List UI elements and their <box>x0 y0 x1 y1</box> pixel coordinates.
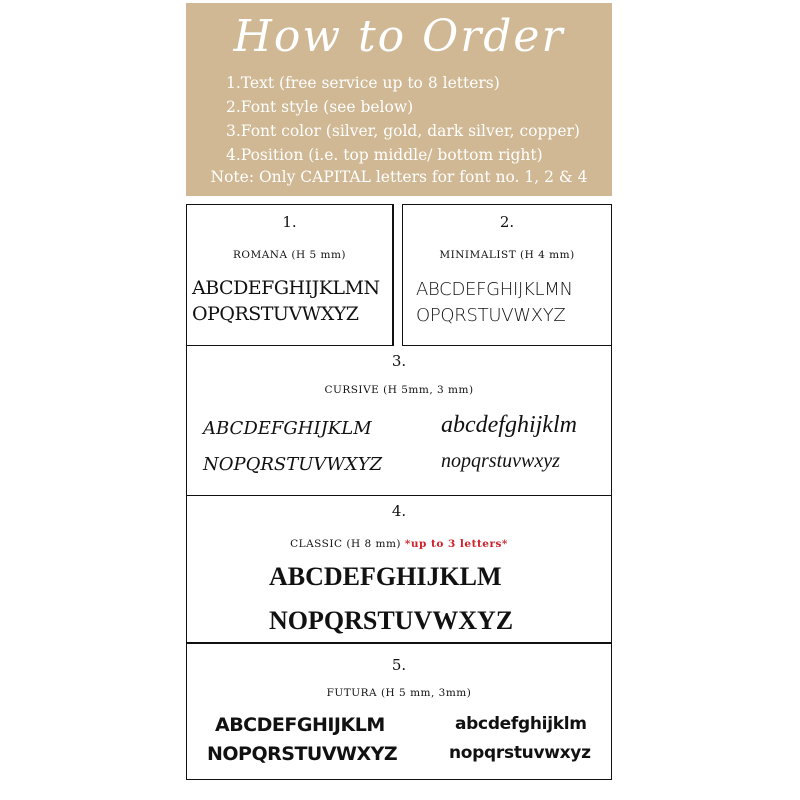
step-number: 1. <box>226 74 241 92</box>
font-label: ROMANA (H 5 mm) <box>232 249 347 261</box>
step-text: Text (free service up to 8 letters) <box>240 74 500 92</box>
step-item <box>226 143 606 167</box>
step-number: 4. <box>226 146 241 164</box>
step-item <box>226 95 606 119</box>
font-number: 4. <box>391 502 407 520</box>
alphabet-upper-line-2: NOPQRSTUVWXYZ <box>207 743 398 765</box>
font-panel-futura <box>186 643 612 780</box>
alphabet-upper-line-2: NOPQRSTUVWXYZ <box>203 454 383 475</box>
font-label: CLASSIC (H 8 mm) <box>290 538 401 550</box>
how-to-order-header <box>186 3 612 196</box>
font-number: 5. <box>391 656 407 674</box>
step-number: 3. <box>226 122 241 140</box>
alphabet-upper-line-1: ABCDEFGHIJKLMN <box>416 279 573 300</box>
alphabet-upper-line-1: ABCDEFGHIJKLM <box>269 562 502 591</box>
alphabet-upper-line-1: ABCDEFGHIJKLMN <box>192 277 380 299</box>
step-text: Font style (see below) <box>240 98 414 116</box>
alphabet-upper-line-2: OPQRSTUVWXYZ <box>416 305 566 326</box>
step-item <box>226 71 606 95</box>
steps-list <box>226 71 606 167</box>
alphabet-lower-line-2: nopqrstuvwxyz <box>441 450 560 472</box>
font-panel-classic <box>186 496 612 643</box>
step-text: Position (i.e. top middle/ bottom right) <box>240 146 543 164</box>
letter-limit-note: *up to 3 letters* <box>404 538 508 550</box>
font-label: FUTURA (H 5 mm, 3mm) <box>326 687 472 699</box>
font-number: 2. <box>499 213 515 231</box>
capital-letters-note: Note: Only CAPITAL letters for font no. 1, 2 & 4 <box>210 168 588 186</box>
step-text: Font color (silver, gold, dark silver, copper) <box>240 122 580 140</box>
font-label: CURSIVE (H 5mm, 3 mm) <box>324 384 474 396</box>
step-number: 2. <box>226 98 241 116</box>
alphabet-lower-line-2: nopqrstuvwxyz <box>449 743 591 763</box>
header-title: How to Order <box>233 11 565 62</box>
font-label-row <box>187 538 611 550</box>
font-number: 3. <box>391 352 407 370</box>
font-panel-minimalist <box>403 204 612 346</box>
alphabet-upper-line-2: NOPQRSTUVWXYZ <box>269 606 514 635</box>
alphabet-upper-line-1: ABCDEFGHIJKLM <box>215 714 385 736</box>
font-panel-cursive <box>186 346 612 496</box>
font-panel-romana <box>186 204 393 346</box>
alphabet-upper-line-2: OPQRSTUVWXYZ <box>192 303 359 325</box>
panel-divider <box>393 204 403 346</box>
alphabet-lower-line-1: abcdefghijklm <box>441 412 577 438</box>
alphabet-upper-line-1: ABCDEFGHIJKLM <box>203 418 372 439</box>
alphabet-lower-line-1: abcdefghijklm <box>455 714 587 734</box>
step-item <box>226 119 606 143</box>
font-label: MINIMALIST (H 4 mm) <box>439 249 575 261</box>
font-number: 1. <box>282 213 297 231</box>
